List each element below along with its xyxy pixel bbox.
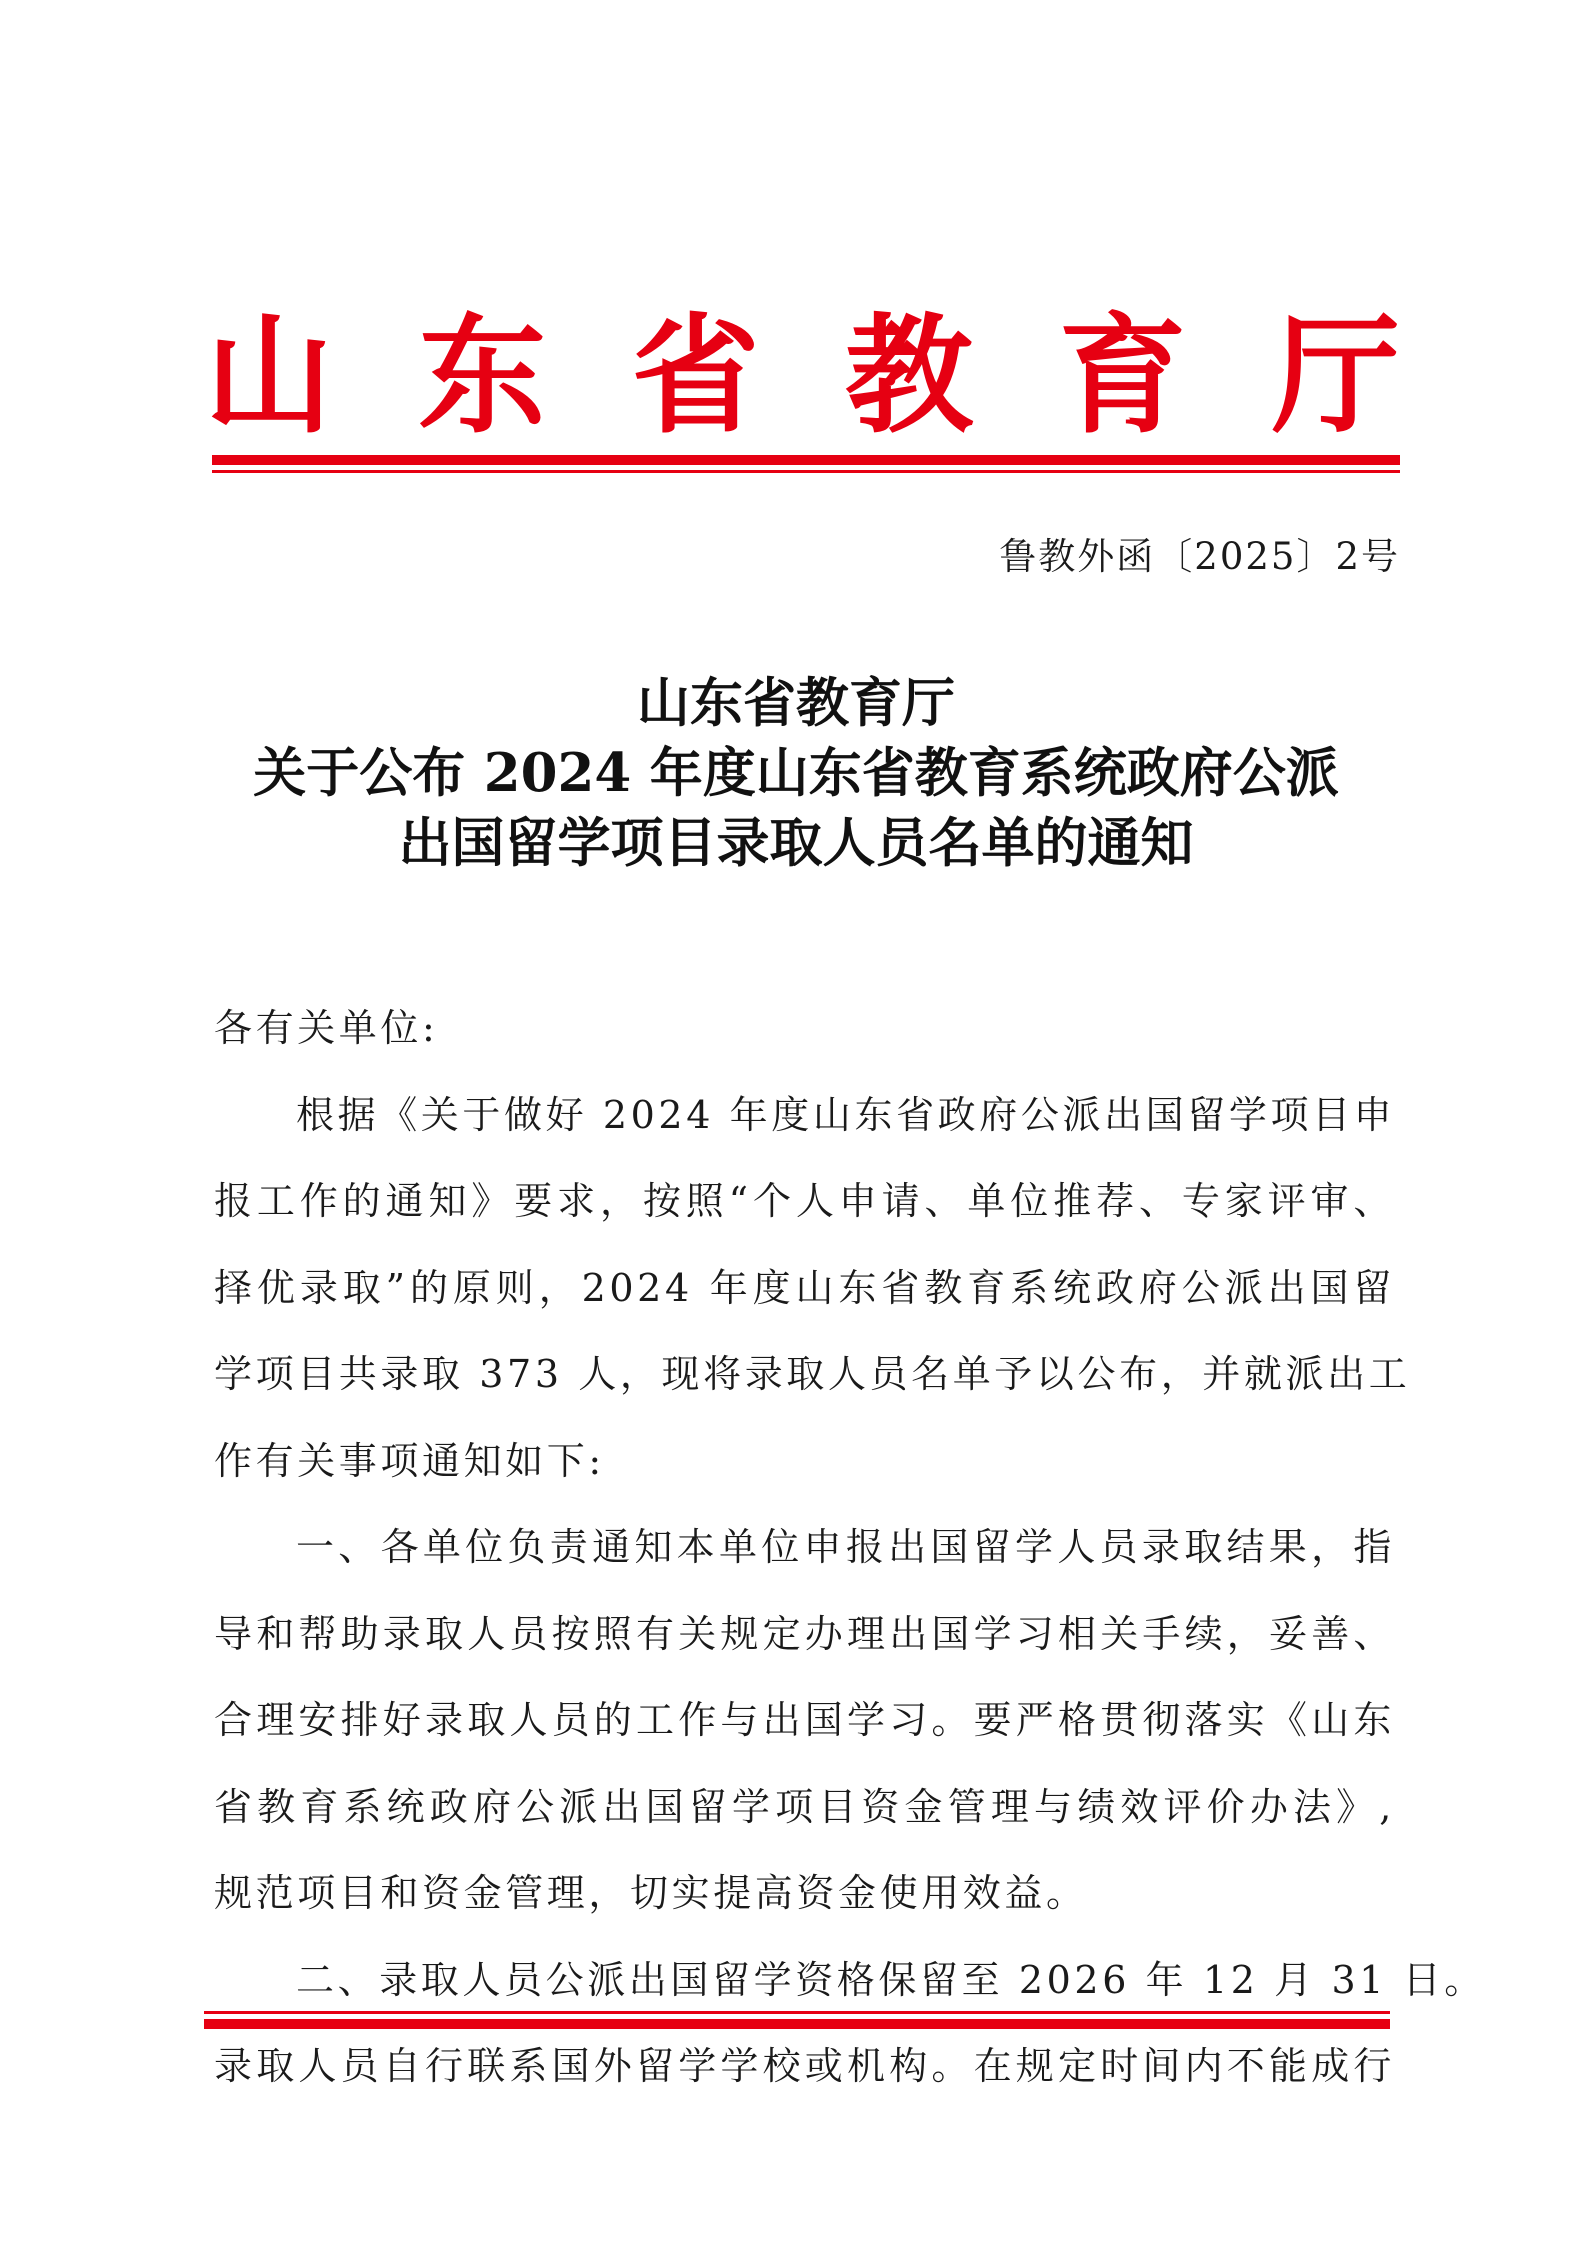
- masthead-title: [205, 296, 1400, 456]
- header-rule-thin: [212, 470, 1400, 473]
- masthead-char: 育: [1058, 301, 1187, 451]
- body-line: 合理安排好录取人员的工作与出国学习。要严格贯彻落实《山东: [214, 1698, 1395, 1742]
- document-body: [214, 985, 1486, 2110]
- body-line: 学项目共录取 373 人，现将录取人员名单予以公布，并就派出工: [214, 1352, 1411, 1396]
- body-line: 根据《关于做好 2024 年度山东省政府公派出国留学项目申: [296, 1092, 1396, 1137]
- body-line: 录取人员自行联系国外留学学校或机构。在规定时间内不能成行: [214, 2044, 1395, 2088]
- document-number: 鲁教外函〔2025〕2号: [999, 535, 1400, 578]
- masthead-char: 教: [845, 301, 974, 451]
- body-line: 一、各单位负责通知本单位申报出国留学人员录取结果，指: [296, 1525, 1395, 1569]
- masthead-char: 厅: [1271, 301, 1400, 451]
- body-line: 导和帮助录取人员按照有关规定办理出国学习相关手续，妥善、: [214, 1611, 1395, 1656]
- header-rule-thick: [212, 455, 1400, 465]
- body-line: 规范项目和资金管理，切实提高资金使用效益。: [214, 1871, 1088, 1915]
- footer-rule-thin: [204, 2011, 1390, 2014]
- masthead-char: 山: [205, 301, 334, 451]
- document-title: [180, 668, 1412, 878]
- body-line: 二、录取人员公派出国留学资格保留至 2026 年 12 月 31 日。: [296, 1957, 1486, 2002]
- salutation: 各有关单位:: [214, 1006, 439, 1050]
- title-line: 出国留学项目录取人员名单的通知: [398, 812, 1194, 874]
- body-line: 作有关事项通知如下:: [214, 1438, 605, 1483]
- title-line: 关于公布 2024 年度山东省教育系统政府公派: [253, 742, 1339, 804]
- masthead-char: 东: [418, 301, 547, 451]
- body-line: 择优录取”的原则，2024 年度山东省教育系统政府公派出国留: [214, 1265, 1395, 1310]
- body-line: 报工作的通知》要求，按照“个人申请、单位推荐、专家评审、: [214, 1179, 1395, 1223]
- masthead-char: 省: [631, 301, 760, 451]
- body-line: 省教育系统政府公派出国留学项目资金管理与绩效评价办法》,: [214, 1784, 1395, 1829]
- title-line: 山东省教育厅: [637, 672, 955, 734]
- footer-rule-thick: [204, 2019, 1390, 2029]
